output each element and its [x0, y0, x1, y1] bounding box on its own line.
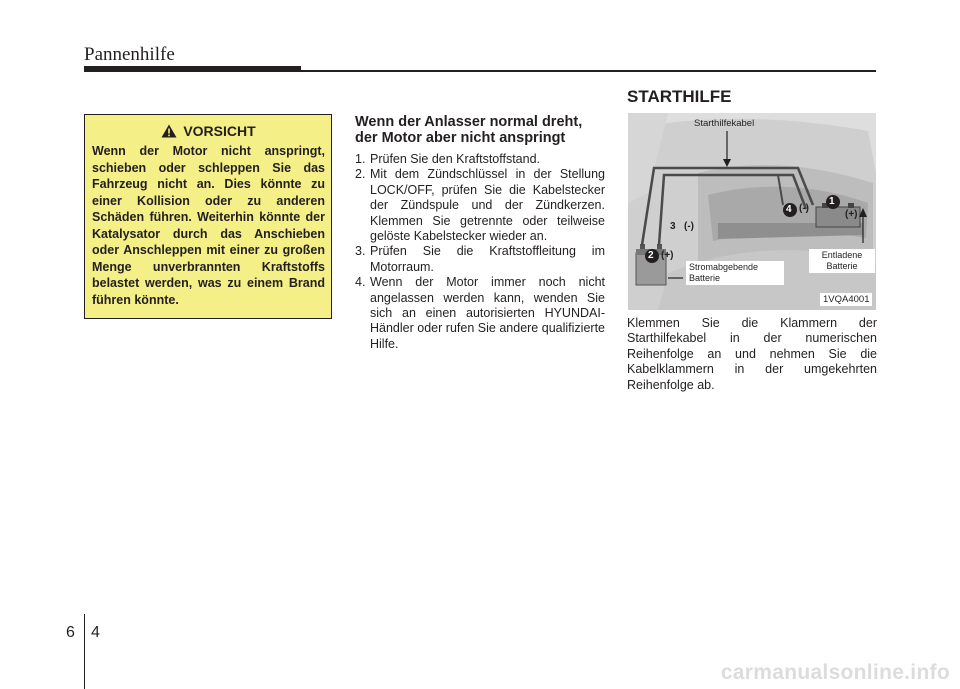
caution-text: Wenn der Motor nicht anspringt, schieben oder schleppen Sie das Fahrzeug nicht an. Dies könnte zu einer Kollision oder zu anderen Schäden führen. Weiterhin könnte der Katalysator durch das Anschieben oder Anschleppen mit einer zu großen Menge unverbrannten Kraftstoffs belastet werden, was zu einem Brand führen könnte.	[92, 144, 325, 307]
watermark: carmanualsonline.info	[720, 661, 950, 684]
footer-divider	[84, 614, 85, 689]
jump-start-diagram	[628, 113, 876, 310]
no-start-section	[355, 115, 605, 352]
no-start-heading: Wenn der Anlasser normal dreht, der Motor aber nicht anspringt	[355, 114, 583, 146]
list-item	[355, 244, 605, 275]
warning-triangle-icon	[161, 124, 177, 138]
caution-heading	[92, 123, 325, 139]
step-1-number: 1	[829, 196, 835, 207]
no-start-steps	[355, 152, 605, 352]
list-item	[355, 152, 605, 167]
list-item-number: 3.	[355, 244, 366, 259]
caution-box	[84, 114, 332, 319]
caution-title: VORSICHT	[183, 123, 256, 139]
step-3-number: 3	[670, 221, 676, 232]
list-item-number: 1.	[355, 152, 366, 166]
list-item	[355, 167, 605, 244]
page-header-title: Pannenhilfe	[84, 44, 175, 65]
header-rule-thin	[301, 70, 876, 72]
figure-code: 1VQA4001	[820, 293, 872, 306]
discharged-label-line-1: Entladene	[821, 250, 863, 260]
donor-label-line-2: Batterie	[689, 273, 721, 283]
donor-label-line-1: Stromabgebende	[689, 262, 759, 272]
step-1-polarity: (+)	[845, 209, 858, 220]
cable-label: Starthilfekabel	[694, 118, 755, 129]
starthilfe-title: STARTHILFE	[627, 87, 732, 106]
step-4-number: 4	[786, 204, 792, 215]
list-item-text: Prüfen Sie die Kraftstoffleitung im Motorraum.	[370, 244, 605, 274]
discharged-label-line-2: Batterie	[826, 261, 858, 271]
page-number: 4	[91, 624, 100, 641]
chapter-number: 6	[66, 624, 75, 641]
list-item	[355, 275, 605, 352]
list-item-number: 4.	[355, 275, 366, 290]
list-item-text: Prüfen Sie den Kraftstoffstand.	[370, 152, 541, 166]
step-3-polarity: (-)	[684, 221, 694, 232]
donor-battery-label	[686, 261, 784, 285]
step-2-number: 2	[648, 250, 654, 261]
starthilfe-instructions: Klemmen Sie die Klammern der Starthilfekabel in der numerischen Reihenfolge an und nehmen Sie die Kabelklammern in der umgekehrten Reihenfolge ab.	[627, 316, 877, 392]
step-2-polarity: (+)	[661, 250, 674, 261]
header-rule-thick	[84, 66, 301, 72]
list-item-text: Mit dem Zündschlüssel in der Stellung LOCK/OFF, prüfen Sie die Kabelstecker der Zündspule und der Zündkerzen. Klemmen Sie getrennte oder teilweise gelöste Kabelstecker wieder an.	[370, 167, 605, 244]
discharged-battery-label	[809, 249, 875, 273]
list-item-text: Wenn der Motor immer noch nicht angelassen werden kann, wenden Sie sich an einen autorisierten HYUNDAI-Händler oder rufen Sie andere qualifizierte Hilfe.	[370, 275, 605, 351]
step-4-polarity: (-)	[799, 203, 809, 214]
list-item-number: 2.	[355, 167, 366, 182]
